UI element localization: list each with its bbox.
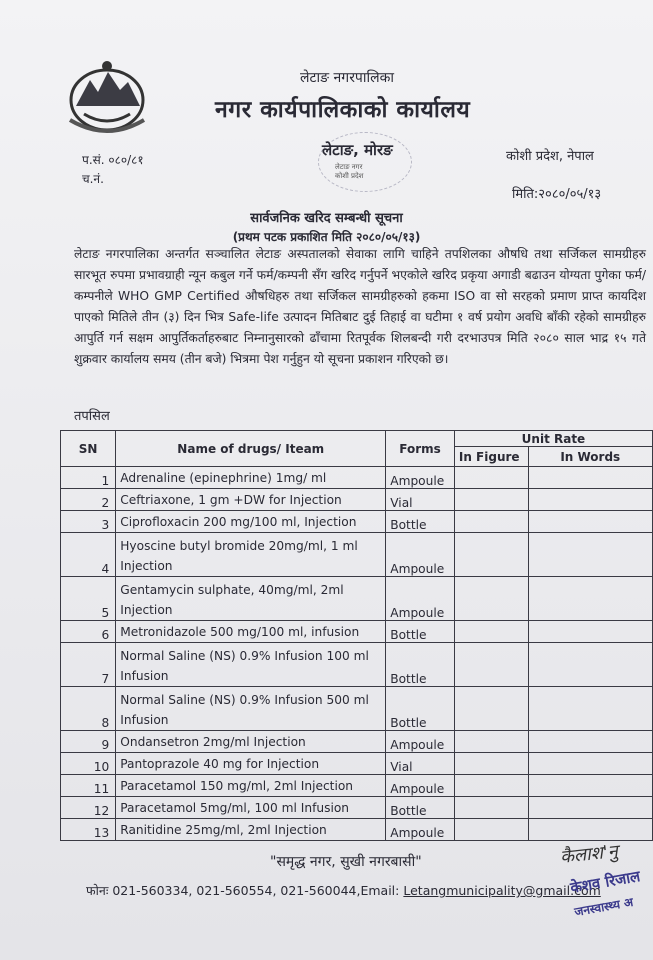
officer-stamp-name: केशव रिजाल xyxy=(568,867,642,897)
form-cell: Ampoule xyxy=(386,775,455,797)
drug-rate-table xyxy=(60,430,653,841)
in-figure-cell[interactable] xyxy=(454,797,528,819)
table-row xyxy=(61,621,653,643)
dispatch-number: च.नं. xyxy=(82,172,104,186)
in-words-cell[interactable] xyxy=(528,775,652,797)
drug-name-cell: Normal Saline (NS) 0.9% Infusion 100 ml Infusion xyxy=(116,643,386,687)
table-row xyxy=(61,775,653,797)
in-figure-cell[interactable] xyxy=(454,819,528,841)
reference-number: प.सं. ०८०/८१ xyxy=(82,153,144,167)
in-figure-header: In Figure xyxy=(454,447,528,467)
sn-cell: 8 xyxy=(61,687,116,731)
table-row xyxy=(61,753,653,775)
in-figure-cell[interactable] xyxy=(454,687,528,731)
drug-name-cell: Ranitidine 25mg/ml, 2ml Injection xyxy=(116,819,386,841)
drug-name-cell: Paracetamol 150 mg/ml, 2ml Injection xyxy=(116,775,386,797)
in-words-cell[interactable] xyxy=(528,533,652,577)
form-cell: Vial xyxy=(386,753,455,775)
drug-name-cell: Hyoscine butyl bromide 20mg/ml, 1 ml Injection xyxy=(116,533,386,577)
sn-cell: 6 xyxy=(61,621,116,643)
sn-cell: 2 xyxy=(61,489,116,511)
table-row xyxy=(61,511,653,533)
name-header: Name of drugs/ Iteam xyxy=(116,431,386,467)
office-location: लेटाङ, मोरङ xyxy=(322,141,393,159)
list-heading: तपसिल xyxy=(74,409,110,424)
municipality-name: लेटाङ नगरपालिका xyxy=(300,70,394,86)
table-row xyxy=(61,687,653,731)
sn-header: SN xyxy=(61,431,116,467)
table-row xyxy=(61,577,653,621)
drug-name-cell: Adrenaline (epinephrine) 1mg/ ml xyxy=(116,467,386,489)
table-row xyxy=(61,731,653,753)
sn-cell: 9 xyxy=(61,731,116,753)
in-words-cell[interactable] xyxy=(528,577,652,621)
notice-title: सार्वजनिक खरिद सम्बन्धी सूचना xyxy=(250,211,403,226)
in-words-cell[interactable] xyxy=(528,643,652,687)
notice-subtitle: (प्रथम पटक प्रकाशित मिति २०८०/०५/१३) xyxy=(232,230,421,244)
sn-cell: 3 xyxy=(61,511,116,533)
form-cell: Ampoule xyxy=(386,819,455,841)
sn-cell: 11 xyxy=(61,775,116,797)
email-link[interactable]: Letangmunicipality@gmail.com xyxy=(403,883,601,898)
form-cell: Ampoule xyxy=(386,467,455,489)
in-words-cell[interactable] xyxy=(528,687,652,731)
signature: कैलाश'नु xyxy=(559,841,619,868)
footer-slogan: "समृद्ध नगर, सुखी नगरबासी" xyxy=(270,854,422,870)
in-figure-cell[interactable] xyxy=(454,621,528,643)
in-figure-cell[interactable] xyxy=(454,489,528,511)
drug-name-cell: Ciprofloxacin 200 mg/100 ml, Injection xyxy=(116,511,386,533)
sn-cell: 7 xyxy=(61,643,116,687)
form-cell: Bottle xyxy=(386,621,455,643)
in-words-cell[interactable] xyxy=(528,467,652,489)
officer-stamp-title: जनस्वास्थ्य अ xyxy=(573,894,635,920)
stamp-text: लेटाङ नगर कोशी प्रदेश xyxy=(335,163,364,180)
drug-name-cell: Pantoprazole 40 mg for Injection xyxy=(116,753,386,775)
sn-cell: 5 xyxy=(61,577,116,621)
drug-name-cell: Paracetamol 5mg/ml, 100 ml Infusion xyxy=(116,797,386,819)
nepal-emblem-icon xyxy=(64,58,150,138)
email-label: Email: xyxy=(360,883,400,898)
in-words-cell[interactable] xyxy=(528,753,652,775)
phone-numbers: 021-560334, 021-560554, 021-560044, xyxy=(112,883,361,898)
form-cell: Bottle xyxy=(386,687,455,731)
in-words-cell[interactable] xyxy=(528,489,652,511)
drug-name-cell: Metronidazole 500 mg/100 ml, infusion xyxy=(116,621,386,643)
in-figure-cell[interactable] xyxy=(454,533,528,577)
in-figure-cell[interactable] xyxy=(454,775,528,797)
in-words-cell[interactable] xyxy=(528,621,652,643)
table-row xyxy=(61,489,653,511)
table-row xyxy=(61,533,653,577)
drug-name-cell: Gentamycin sulphate, 40mg/ml, 2ml Injection xyxy=(116,577,386,621)
drug-name-cell: Ondansetron 2mg/ml Injection xyxy=(116,731,386,753)
drug-name-cell: Ceftriaxone, 1 gm +DW for Injection xyxy=(116,489,386,511)
form-cell: Bottle xyxy=(386,797,455,819)
drug-name-cell: Normal Saline (NS) 0.9% Infusion 500 ml Infusion xyxy=(116,687,386,731)
table-row xyxy=(61,819,653,841)
in-words-header: In Words xyxy=(528,447,652,467)
in-figure-cell[interactable] xyxy=(454,467,528,489)
in-words-cell[interactable] xyxy=(528,819,652,841)
in-figure-cell[interactable] xyxy=(454,753,528,775)
sn-cell: 1 xyxy=(61,467,116,489)
in-words-cell[interactable] xyxy=(528,511,652,533)
form-cell: Bottle xyxy=(386,511,455,533)
table-row xyxy=(61,467,653,489)
phone-label: फोनः xyxy=(86,883,109,898)
unit-rate-header: Unit Rate xyxy=(454,431,652,447)
in-words-cell[interactable] xyxy=(528,797,652,819)
sn-cell: 13 xyxy=(61,819,116,841)
notice-body: लेटाङ नगरपालिका अन्तर्गत सञ्चालित लेटाङ अस्पतालको सेवाका लागि चाहिने तपशिलका औषधि तथा सर्जिकल सामग्रीहरु सारभूत रुपमा प्रभावग्राही न्यून कबुल गर्ने फर्म/कम्पनी सँग खरिद गर्नुपर्ने भएकोले खरिद प्रकृया अगाडी बढाउन योग्यता पुगेका फर्म/कम्पनीले WHO GMP Certified औषधिहरु तथा सर्जिकल सामग्रीहरुको हकमा ISO वा सो सरहको प्रमाण प्राप्त कायदिश पाएको मितिले तीन (३) दिन भित्र Safe-life उत्पादन मितिबाट दुई तिहाई वा घटीमा १ वर्ष प्रयोग अवधि बाँकी रहेको सामग्रीहरु आपुर्ति गर्न सक्षम आपुर्तिकर्ताहरुबाट निम्नानुसारको ढाँचामा रितपूर्वक शिलबन्दी गरी दरभाउपत्र मिति २०८० साल भाद्र १५ गते शुक्रवार कार्यालय समय (तीन बजे) भित्रमा पेश गर्नुहुन यो सूचना प्रकाशन गरिएको छ। xyxy=(74,247,646,366)
sn-cell: 10 xyxy=(61,753,116,775)
notice-date: मिति:२०८०/०५/१३ xyxy=(512,187,602,202)
form-cell: Ampoule xyxy=(386,533,455,577)
in-figure-cell[interactable] xyxy=(454,731,528,753)
office-title: नगर कार्यपालिकाको कार्यालय xyxy=(215,97,471,123)
in-words-cell[interactable] xyxy=(528,731,652,753)
sn-cell: 12 xyxy=(61,797,116,819)
province-name: कोशी प्रदेश, नेपाल xyxy=(506,149,594,164)
table-row xyxy=(61,797,653,819)
form-cell: Ampoule xyxy=(386,731,455,753)
in-figure-cell[interactable] xyxy=(454,643,528,687)
in-figure-cell[interactable] xyxy=(454,577,528,621)
table-row xyxy=(61,643,653,687)
contact-line xyxy=(86,882,601,899)
form-cell: Bottle xyxy=(386,643,455,687)
form-cell: Vial xyxy=(386,489,455,511)
form-cell: Ampoule xyxy=(386,577,455,621)
forms-header: Forms xyxy=(386,431,455,467)
sn-cell: 4 xyxy=(61,533,116,577)
in-figure-cell[interactable] xyxy=(454,511,528,533)
